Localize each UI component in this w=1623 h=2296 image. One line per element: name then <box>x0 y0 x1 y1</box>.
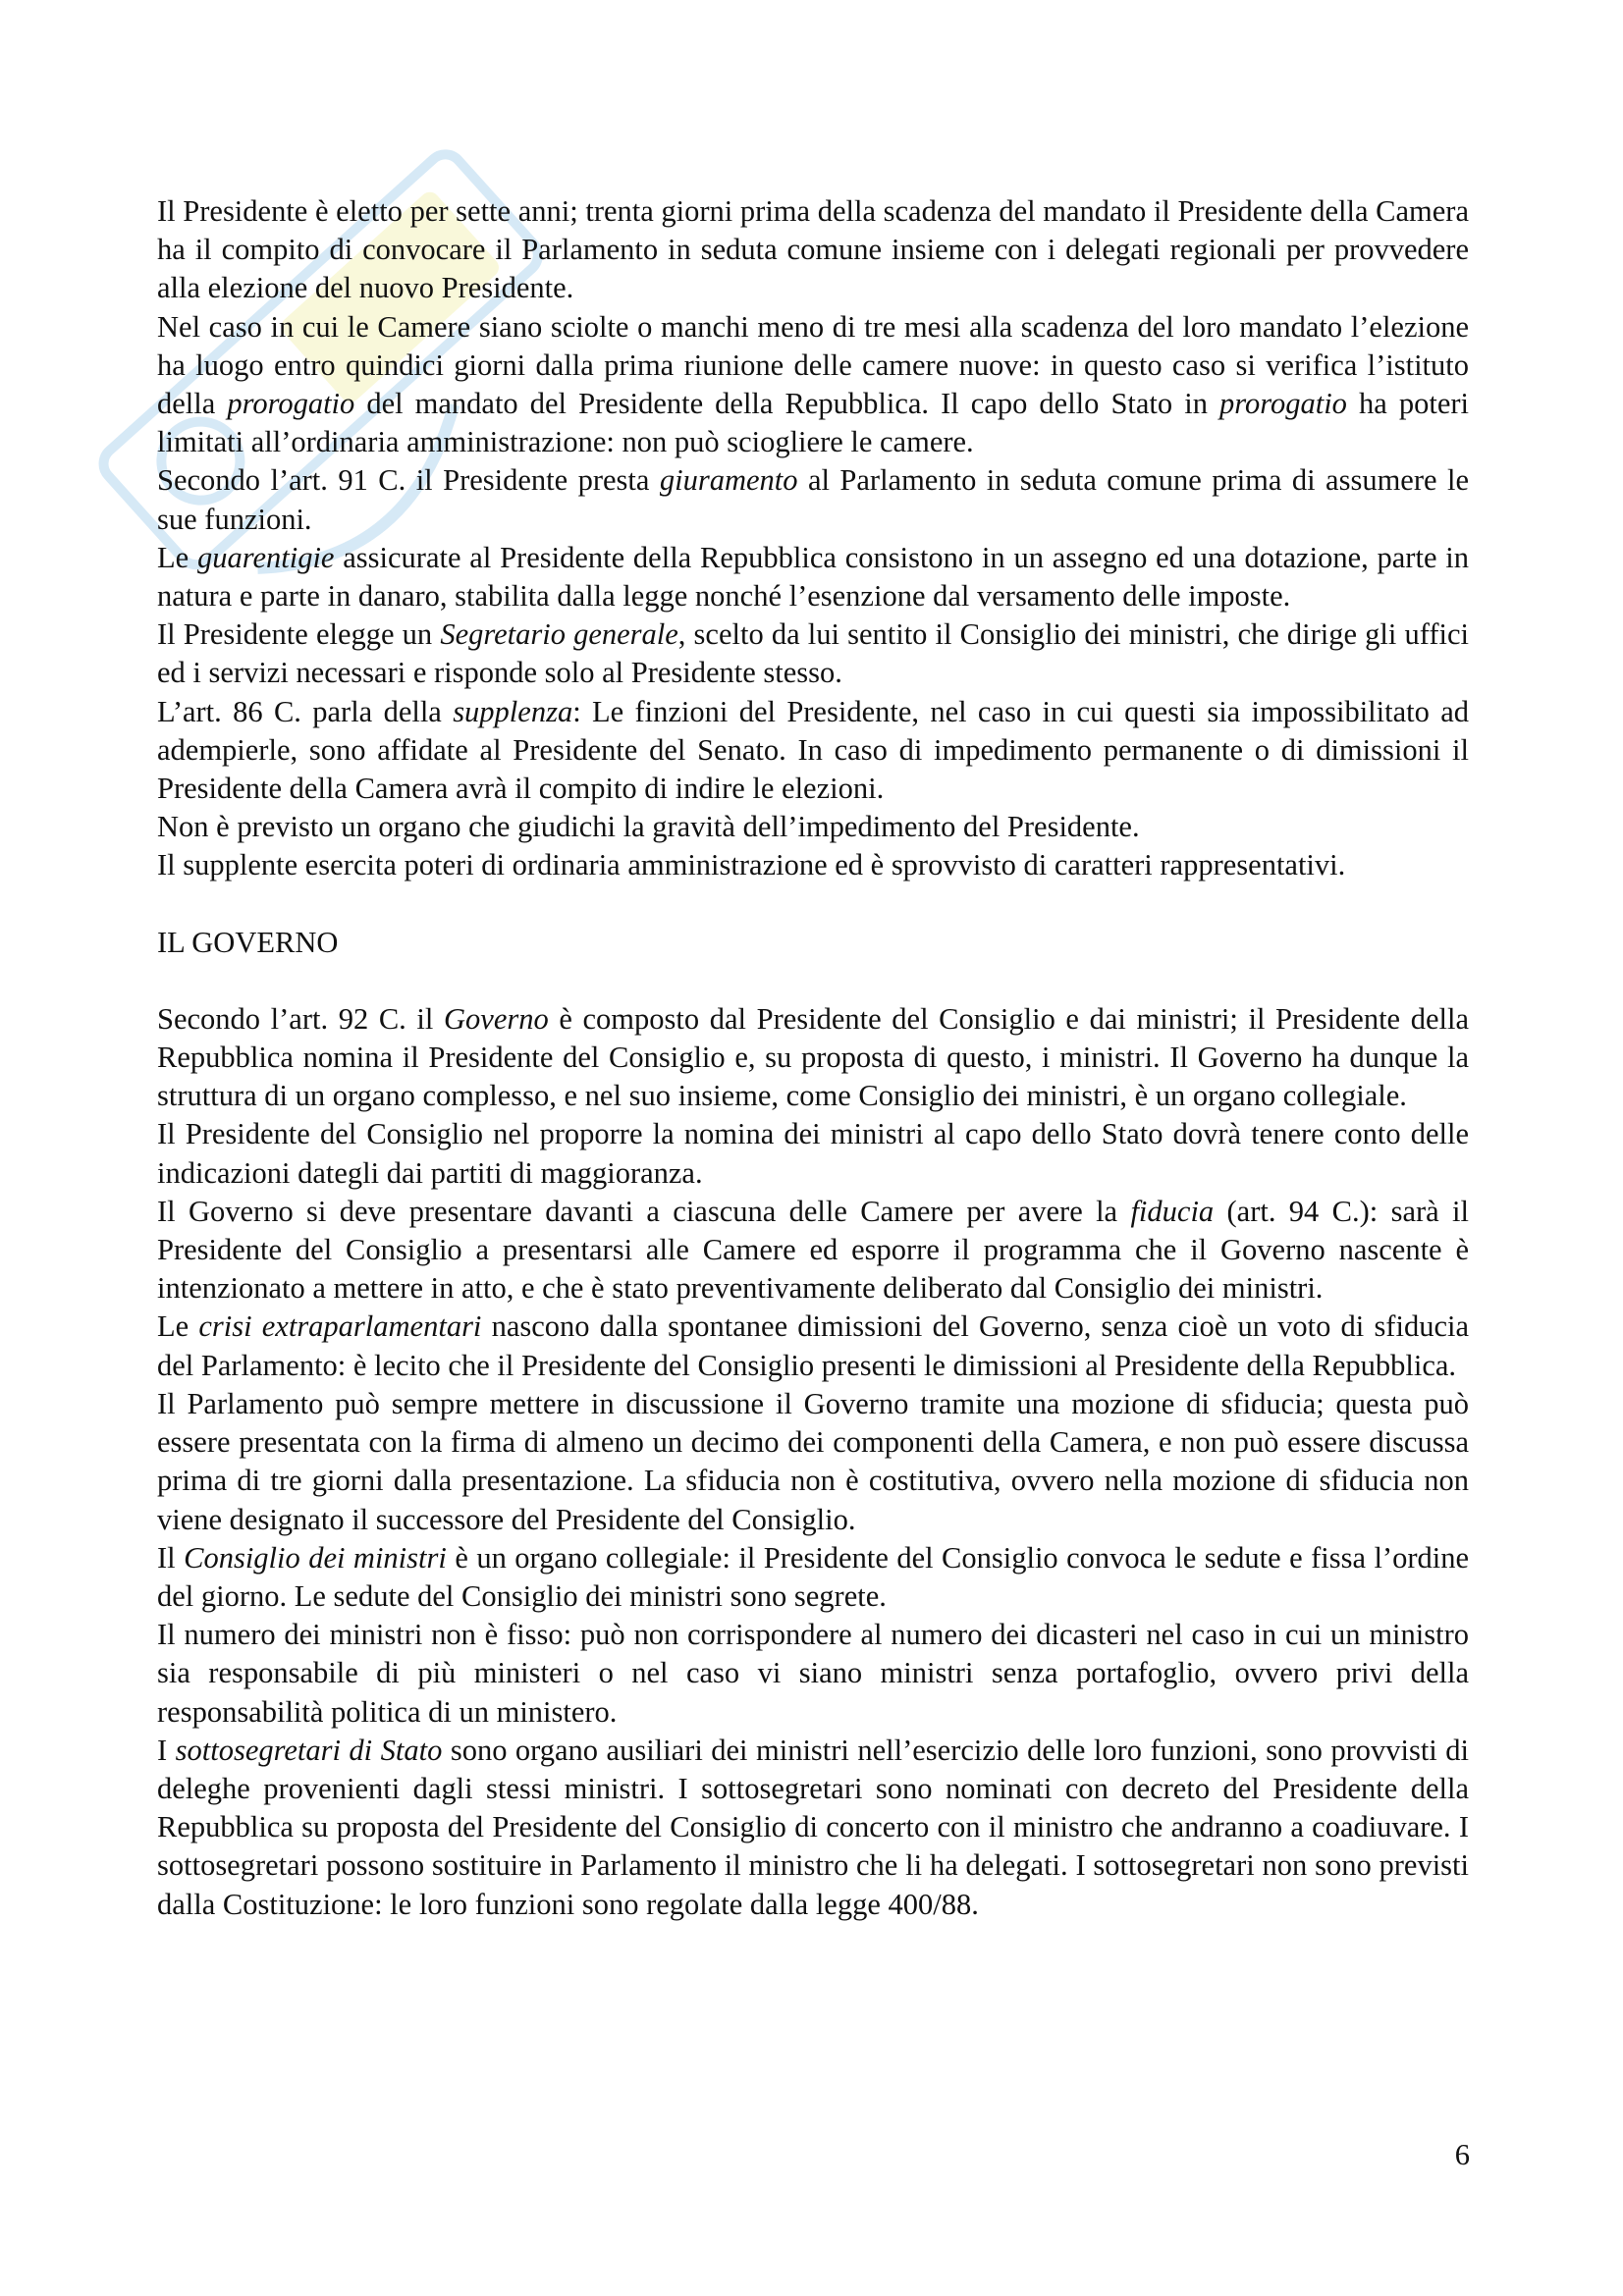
text-run: Il <box>157 1540 185 1575</box>
italic-term: Consiglio dei ministri <box>184 1540 447 1575</box>
text-run: Il Presidente è eletto per sette anni; trenta giorni prima della scadenza del mandato il Presidente della Camera ha il compito di convocare il Parlamento in seduta comune insieme con i delegati regionali per provvedere alla elezione del nuovo Presidente. <box>157 194 1469 305</box>
text-run: Il Presidente elegge un <box>157 617 441 652</box>
text-run: : Le finzioni del Presidente, nel caso in cui questi sia impossibilitato ad adempierle, sono affidate al Presidente del Senato. In caso di impedimento permanente o di dimissioni il Presidente della Camera avrà il compito di indire le elezioni. <box>157 694 1469 806</box>
paragraph <box>157 1385 1469 1539</box>
section-heading: IL GOVERNO <box>157 925 339 959</box>
text-run: Secondo l’art. 91 C. il Presidente presta <box>157 463 660 498</box>
text-run: Il numero dei ministri non è fisso: può non corrispondere al numero dei dicasteri nel caso in cui un ministro sia responsabile di più ministeri o nel caso vi siano ministri senza portafoglio, ovvero privi della responsabilità politica di un ministero. <box>157 1618 1469 1729</box>
paragraph <box>157 1732 1469 1924</box>
paragraph <box>157 1193 1469 1308</box>
text-run: Il Presidente del Consiglio nel proporre la nomina dei ministri al capo dello Stato dovrà tenere conto delle indicazioni dategli dai partiti di maggioranza. <box>157 1117 1469 1190</box>
text-run: è un organo collegiale: il Presidente del Consiglio convoca le sedute e fissa l’ordine del giorno. Le sedute del Consiglio dei ministri sono segrete. <box>157 1540 1470 1613</box>
text-run: nascono dalla spontanee dimissioni del Governo, senza cioè un voto di sfiducia del Parlamento: è lecito che il Presidente del Consiglio presenti le dimissioni al Presidente della Repubblica. <box>157 1309 1469 1382</box>
text-run: Nel caso in cui le Camere siano sciolte o manchi meno di tre mesi alla scadenza del loro mandato l’elezione ha luogo entro quindici giorni dalla prima riunione delle camere nuove: in questo caso si verifica l’istituto della <box>157 309 1469 421</box>
italic-term: crisi extraparlamentari <box>198 1309 482 1344</box>
paragraph <box>157 1115 1469 1192</box>
section-presidente <box>157 192 1469 885</box>
text-run: I <box>157 1733 176 1767</box>
paragraph <box>157 308 1469 462</box>
text-run: al Parlamento in seduta comune prima di assumere le sue funzioni. <box>157 463 1469 536</box>
paragraph <box>157 808 1469 846</box>
text-run: , scelto da lui sentito il Consiglio dei ministri, che dirige gli uffici ed i servizi necessari e risponde solo al Presidente stesso. <box>157 617 1470 690</box>
text-run: Le <box>157 1309 199 1344</box>
text-run: Il Parlamento può sempre mettere in discussione il Governo tramite una mozione di sfiducia; questa può essere presentata con la firma di almeno un decimo dei componenti della Camera, e non può essere discussa prima di tre giorni dalla presentazione. La sfiducia non è costitutiva, ovvero nella mozione di sfiducia non viene designato il successore del Presidente del Consiglio. <box>157 1386 1469 1536</box>
text-run: L’art. 86 C. parla della <box>157 694 454 728</box>
text-run: Secondo l’art. 92 C. il <box>157 1001 444 1036</box>
paragraph <box>157 693 1469 809</box>
section-governo <box>157 1000 1469 1924</box>
paragraph <box>157 1308 1469 1384</box>
italic-term: supplenza <box>453 694 573 728</box>
italic-term: prorogatio <box>1219 387 1347 421</box>
italic-term: guarentigie <box>196 540 335 574</box>
paragraph <box>157 1000 1469 1116</box>
paragraph <box>157 539 1469 615</box>
italic-term: giuramento <box>659 463 798 498</box>
italic-term: Governo <box>444 1001 549 1036</box>
italic-term: Segretario generale <box>440 617 678 652</box>
text-run: Il supplente esercita poteri di ordinaria amministrazione ed è sprovvisto di caratteri rappresentativi. <box>157 848 1346 882</box>
text-run: del mandato del Presidente della Repubblica. Il capo dello Stato in <box>354 387 1219 421</box>
text-run: Non è previsto un organo che giudichi la gravità dell’impedimento del Presidente. <box>157 810 1140 844</box>
paragraph <box>157 846 1469 884</box>
paragraph <box>157 192 1469 308</box>
paragraph <box>157 1539 1469 1616</box>
text-run: Il Governo si deve presentare davanti a ciascuna delle Camere per avere la <box>157 1194 1131 1228</box>
document-body <box>157 192 1469 1924</box>
paragraph <box>157 615 1469 692</box>
text-run: (art. 94 C.): sarà il Presidente del Consiglio a presentarsi alle Camere ed esporre il programma che il Governo nascente è intenzionato a mettere in atto, e che è stato preventivamente deliberato dal Consiglio dei ministri. <box>157 1194 1469 1306</box>
text-run: è composto dal Presidente del Consiglio e dai ministri; il Presidente della Repubblica nomina il Presidente del Consiglio e, su proposta di questo, i ministri. Il Governo ha dunque la struttura di un organo complesso, e nel suo insieme, come Consiglio dei ministri, è un organo collegiale. <box>157 1001 1469 1113</box>
paragraph <box>157 461 1469 538</box>
text-run: assicurate al Presidente della Repubblica consistono in un assegno ed una dotazione, parte in natura e parte in danaro, stabilita dalla legge nonché l’esenzione dal versamento delle imposte. <box>157 540 1469 614</box>
italic-term: sottosegretari di Stato <box>175 1733 443 1767</box>
page-number: 6 <box>1454 2138 1470 2171</box>
paragraph <box>157 1616 1469 1732</box>
text-run: sono organo ausiliari dei ministri nell’esercizio delle loro funzioni, sono provvisti di deleghe provenienti dagli stessi ministri. I sottosegretari sono nominati con decreto del Presidente della Repubblica su proposta del Presidente del Consiglio di concerto con il ministro che andranno a coadiuvare. I sottosegretari possono sostituire in Parlamento il ministro che li ha delegati. I sottosegretari non sono previsti dalla Costituzione: le loro funzioni sono regolate dalla legge 400/88. <box>157 1733 1469 1921</box>
text-run: Le <box>157 540 197 574</box>
text-run: ha poteri limitati all’ordinaria amministrazione: non può sciogliere le camere. <box>157 387 1469 459</box>
italic-term: fiducia <box>1130 1194 1215 1228</box>
italic-term: prorogatio <box>227 387 355 421</box>
